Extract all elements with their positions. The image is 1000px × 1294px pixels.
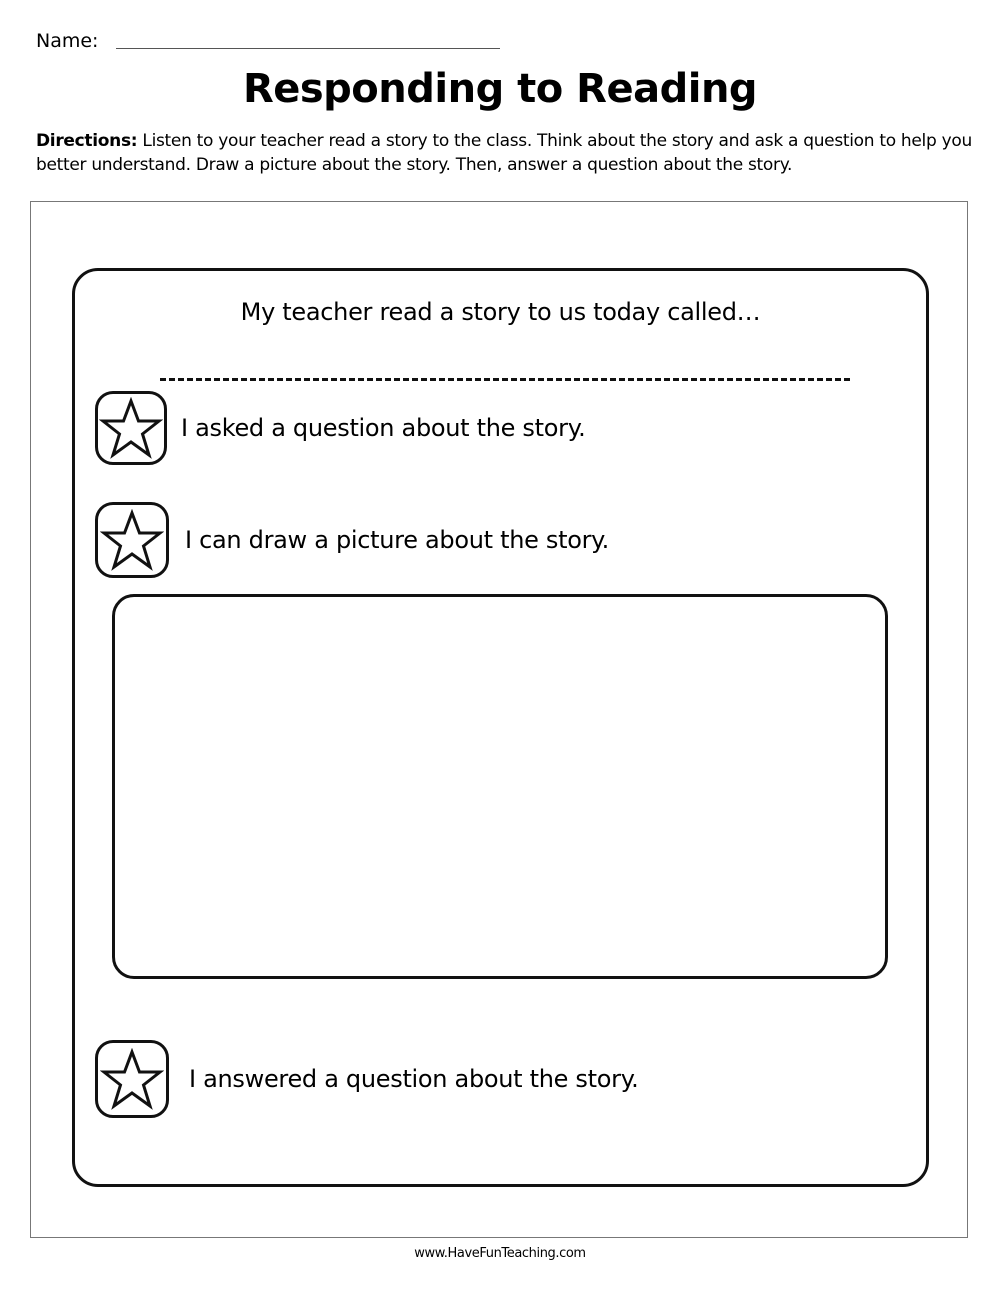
star-checkbox[interactable] (95, 1040, 169, 1118)
directions-text: Listen to your teacher read a story to the class. Think about the story and ask a question to help you better understand. Draw a picture about the story. Then, answer a question about the story. (36, 131, 972, 175)
checklist-item-answered-question (95, 1040, 639, 1118)
directions (36, 129, 976, 177)
story-prompt: My teacher read a story to us today called… (240, 298, 761, 326)
footer-website: www.HaveFunTeaching.com (414, 1246, 586, 1261)
page-title: Responding to Reading (242, 66, 758, 112)
star-icon (100, 1048, 164, 1110)
checklist-item-draw-picture (95, 502, 609, 578)
checklist-label: I asked a question about the story. (181, 414, 586, 442)
checklist-label: I answered a question about the story. (189, 1065, 639, 1093)
name-label: Name: (36, 30, 99, 52)
name-input-line[interactable] (116, 48, 500, 49)
star-icon (99, 397, 163, 459)
star-checkbox[interactable] (95, 391, 167, 465)
checklist-item-asked-question (95, 391, 586, 465)
directions-label: Directions: (36, 131, 138, 151)
star-checkbox[interactable] (95, 502, 169, 578)
star-icon (100, 509, 164, 571)
drawing-area[interactable] (112, 594, 888, 979)
checklist-label: I can draw a picture about the story. (185, 526, 609, 554)
story-title-blank[interactable] (160, 378, 850, 381)
